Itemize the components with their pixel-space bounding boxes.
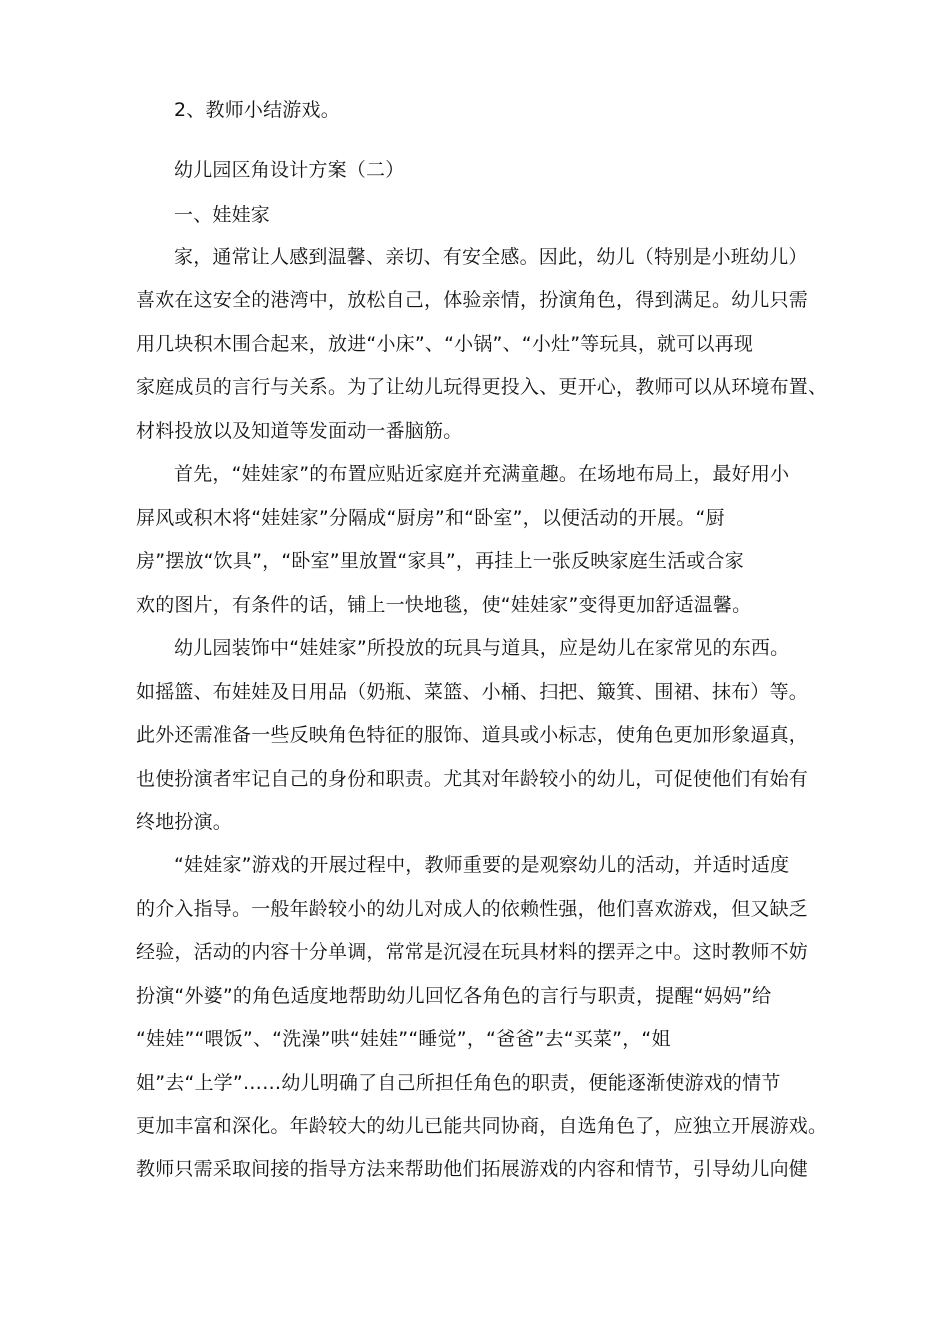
text-line: 喜欢在这安全的港湾中，放松自己，体验亲情，扮演角色，得到满足。幼儿只需 bbox=[136, 289, 809, 311]
text-line: 姐”去“上学”……幼儿明确了自己所担任角色的职责，便能逐渐使游戏的情节 bbox=[136, 1072, 781, 1094]
text-line: 家庭成员的言行与关系。为了让幼儿玩得更投入、更开心，教师可以从环境布置、 bbox=[136, 376, 828, 398]
text-line: 首先，“娃娃家”的布置应贴近家庭并充满童趣。在场地布局上，最好用小 bbox=[174, 463, 790, 485]
text-line: 2、教师小结游戏。 bbox=[174, 99, 340, 121]
text-line: 家，通常让人感到温馨、亲切、有安全感。因此，幼儿（特别是小班幼儿） bbox=[174, 246, 808, 268]
text-line: 更加丰富和深化。年龄较大的幼儿已能共同协商，自选角色了，应独立开展游戏。 bbox=[136, 1115, 828, 1137]
text-line: 也使扮演者牢记自己的身份和职责。尤其对年龄较小的幼儿，可促使他们有始有 bbox=[136, 768, 809, 790]
section-heading: 幼儿园区角设计方案（二） bbox=[174, 159, 405, 181]
text-line: 房”摆放“饮具”，“卧室”里放置“家具”，再挂上一张反映家庭生活或合家 bbox=[136, 550, 744, 572]
text-line: 教师只需采取间接的指导方法来帮助他们拓展游戏的内容和情节，引导幼儿向健 bbox=[136, 1158, 809, 1180]
text-line: “娃娃”“喂饭”、“洗澡”哄“娃娃”“睡觉”，“爸爸”去“买菜”，“姐 bbox=[136, 1028, 671, 1050]
text-line: 材料投放以及知道等发面动一番脑筋。 bbox=[136, 420, 463, 442]
text-line: 的介入指导。一般年龄较小的幼儿对成人的依赖性强，他们喜欢游戏，但又缺乏 bbox=[136, 898, 809, 920]
text-line: 此外还需准备一些反映角色特征的服饰、道具或小标志，使角色更加形象逼真， bbox=[136, 724, 809, 746]
subsection-heading: 一、娃娃家 bbox=[174, 204, 271, 226]
text-line: 如摇篮、布娃娃及日用品（奶瓶、菜篮、小桶、扫把、簸箕、围裙、抹布）等。 bbox=[136, 681, 809, 703]
text-line: 终地扮演。 bbox=[136, 811, 233, 833]
text-line: 用几块积木围合起来，放进“小床”、“小锅”、“小灶”等玩具，就可以再现 bbox=[136, 333, 754, 355]
text-line: “娃娃家”游戏的开展过程中，教师重要的是观察幼儿的活动，并适时适度 bbox=[174, 854, 790, 876]
text-line: 经验，活动的内容十分单调，常常是沉浸在玩具材料的摆弄之中。这时教师不妨 bbox=[136, 941, 809, 963]
text-line: 扮演“外婆”的角色适度地帮助幼儿回忆各角色的言行与职责，提醒“妈妈”给 bbox=[136, 985, 772, 1007]
text-line: 屏风或积木将“娃娃家”分隔成“厨房”和“卧室”，以便活动的开展。“厨 bbox=[136, 507, 725, 529]
text-line: 欢的图片，有条件的话，铺上一快地毯，使“娃娃家”变得更加舒适温馨。 bbox=[136, 594, 752, 616]
text-line: 幼儿园装饰中“娃娃家”所投放的玩具与道具，应是幼儿在家常见的东西。 bbox=[174, 637, 790, 659]
